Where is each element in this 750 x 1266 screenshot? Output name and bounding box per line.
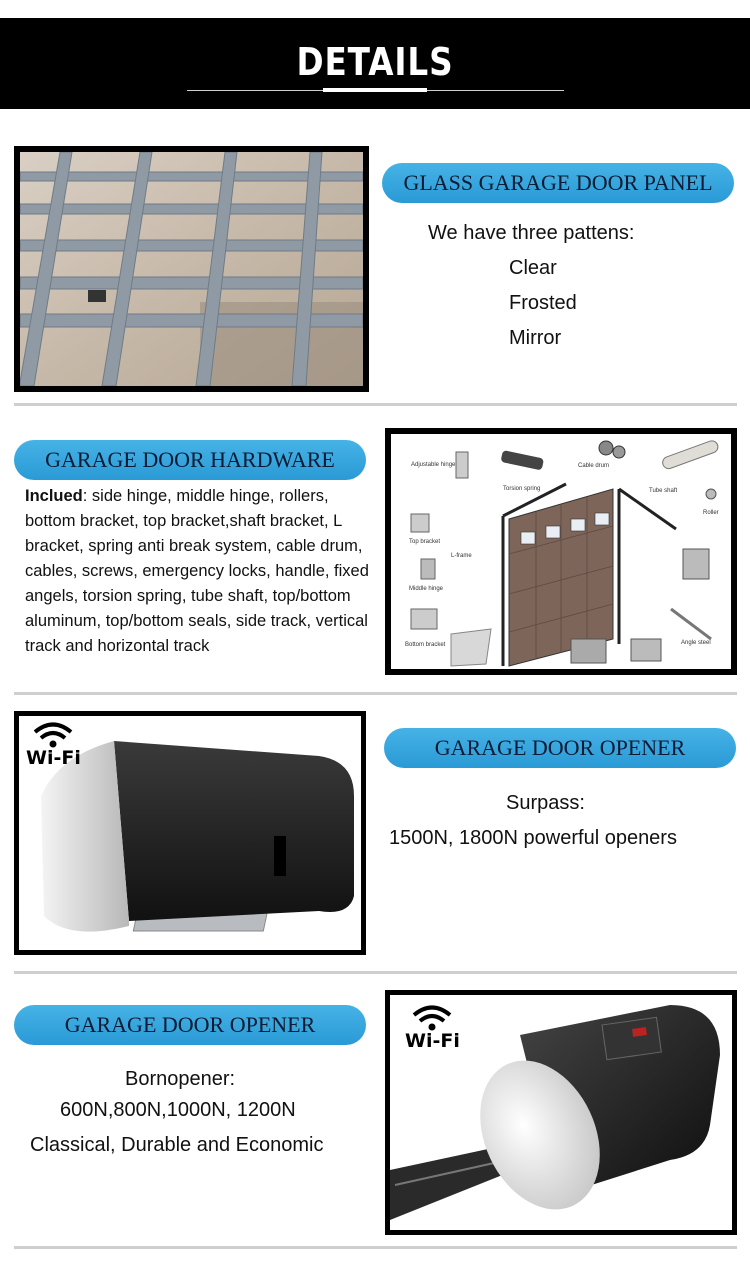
glass-panel-title: GLASS GARAGE DOOR PANEL <box>403 170 713 195</box>
label-torsion-spring: Torsion spring <box>503 486 541 492</box>
opener-1-line1: Surpass: <box>506 792 585 814</box>
hardware-diagram-photo <box>385 428 737 675</box>
opener-2-line3: Classical, Durable and Economic <box>30 1134 324 1156</box>
opener-2-line2: 600N,800N,1000N, 1200N <box>60 1099 296 1121</box>
label-tube-shaft: Tube shaft <box>649 488 678 494</box>
opener-1-title: GARAGE DOOR OPENER <box>434 735 686 760</box>
wifi-label: Wi-Fi <box>26 747 81 769</box>
wifi-icon <box>32 722 74 748</box>
opener-2-title-pill <box>14 1005 366 1045</box>
label-middle-hinge: Middle hinge <box>409 586 444 592</box>
opener-2-title: GARAGE DOOR OPENER <box>64 1012 316 1037</box>
glass-panel-photo <box>14 146 369 392</box>
section-divider <box>14 1246 737 1249</box>
section-divider <box>14 971 737 974</box>
label-top-bracket: Top bracket <box>409 539 441 545</box>
opener-1-line2: 1500N, 1800N powerful openers <box>389 827 677 849</box>
pattern-mirror: Mirror <box>509 327 562 349</box>
hardware-title: GARAGE DOOR HARDWARE <box>45 447 335 472</box>
opener-2-line1: Bornopener: <box>125 1068 236 1090</box>
included-label: Inclued <box>25 487 83 505</box>
label-angle-steel: Angle steel <box>681 640 711 646</box>
label-l-frame: L-frame <box>451 553 472 559</box>
included-list: : side hinge, middle hinge, rollers, bottom bracket, top bracket,shaft bracket, L bracket, spring anti break system, cable drum, cables, screws, emergency locks, handle, fixed angels, torsion spring, tube shaft, top/bottom aluminum, top/bottom seals, side track, vertical track and horizontal track <box>25 487 369 655</box>
label-cable-drum: Cable drum <box>578 463 610 469</box>
pattern-clear: Clear <box>509 257 557 279</box>
section-divider <box>14 692 737 695</box>
label-bottom-bracket: Bottom bracket <box>405 642 446 648</box>
opener-1-title-pill <box>384 728 736 768</box>
header-title: DETAILS <box>296 40 454 84</box>
header-underline-accent <box>323 88 427 92</box>
details-header <box>0 18 750 109</box>
hardware-included-text <box>25 484 375 659</box>
wifi-badge-1 <box>26 722 81 768</box>
label-roller: Roller <box>703 510 719 516</box>
pattern-frosted: Frosted <box>509 292 577 314</box>
glass-panel-title-pill <box>382 163 734 203</box>
wifi-label: Wi-Fi <box>405 1030 460 1052</box>
hardware-title-pill <box>14 440 366 480</box>
label-adjustable-hinge: Adjustable hinge <box>411 462 456 468</box>
wifi-badge-2 <box>405 1005 460 1051</box>
section-divider <box>14 403 737 406</box>
glass-panel-intro: We have three pattens: <box>428 222 635 244</box>
wifi-icon <box>411 1005 453 1031</box>
